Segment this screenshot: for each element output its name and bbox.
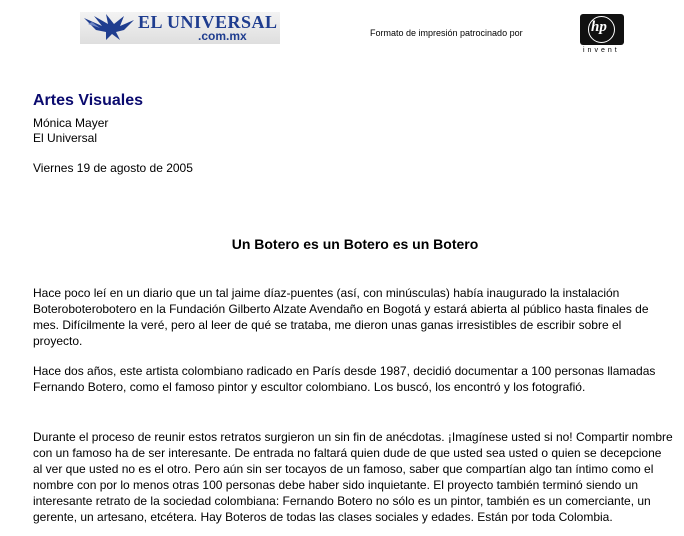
eagle-icon: [80, 12, 138, 44]
author-name: Mónica Mayer: [33, 116, 109, 130]
print-header: [0, 0, 684, 64]
outlet-name: El Universal: [33, 131, 98, 145]
article-paragraph: Durante el proceso de reunir estos retratos surgieron un sin fin de anécdotas. ¡Imagínese usted si no! Compartir nombre con un famoso ha de ser interesante. De entrada no faltará quien dude de que usted sea usted o quien se decepcione al ver que usted no es el otro. Pero aún sin ser tocayos de un famoso, saber que compartían algo tan íntimo como el nombre con por lo menos otras 100 personas debe haber sido inquietante. El proyecto también terminó siendo un interesante retrato de la sociedad colombiana: Fernando Botero no sólo es un pintor, también es un comerciante, un gerente, un artesano, etcétera. Hay Boteros de todas las clases sociales y edades. Están por toda Colombia.: [33, 430, 673, 524]
article-paragraph: Hace dos años, este artista colombiano radicado en París desde 1987, decidió documentar a 100 personas llamadas Fernando Botero, como el famoso pintor y escultor colombiano. Los buscó, los encontró y los fotografió.: [33, 364, 656, 394]
section-title: Artes Visuales: [33, 92, 143, 109]
hp-logo[interactable]: [580, 14, 624, 56]
hp-tagline: invent: [583, 47, 620, 54]
publish-date: Viernes 19 de agosto de 2005: [33, 161, 193, 175]
logo-domain: .com.mx: [198, 29, 247, 43]
article-title: Un Botero es un Botero es un Botero: [231, 236, 479, 252]
logo-wordmark: EL UNIVERSAL: [138, 12, 278, 32]
sponsor-text: Formato de impresión patrocinado por: [370, 28, 523, 38]
hp-logo-box: [580, 14, 624, 45]
el-universal-logo[interactable]: [80, 12, 280, 44]
hp-letters: hp: [591, 19, 607, 35]
article-paragraph: Hace poco leí en un diario que un tal jaime díaz-puentes (así, con minúsculas) había inaugurado la instalación Boteroboterobotero en la Fundación Gilberto Alzate Avendaño en Bogotá y estará abierta al público hasta finales de mes. Difícilmente la veré, pero al leer de qué se trataba, me dieron unas ganas irresistibles de escribir sobre el proyecto.: [33, 286, 649, 348]
